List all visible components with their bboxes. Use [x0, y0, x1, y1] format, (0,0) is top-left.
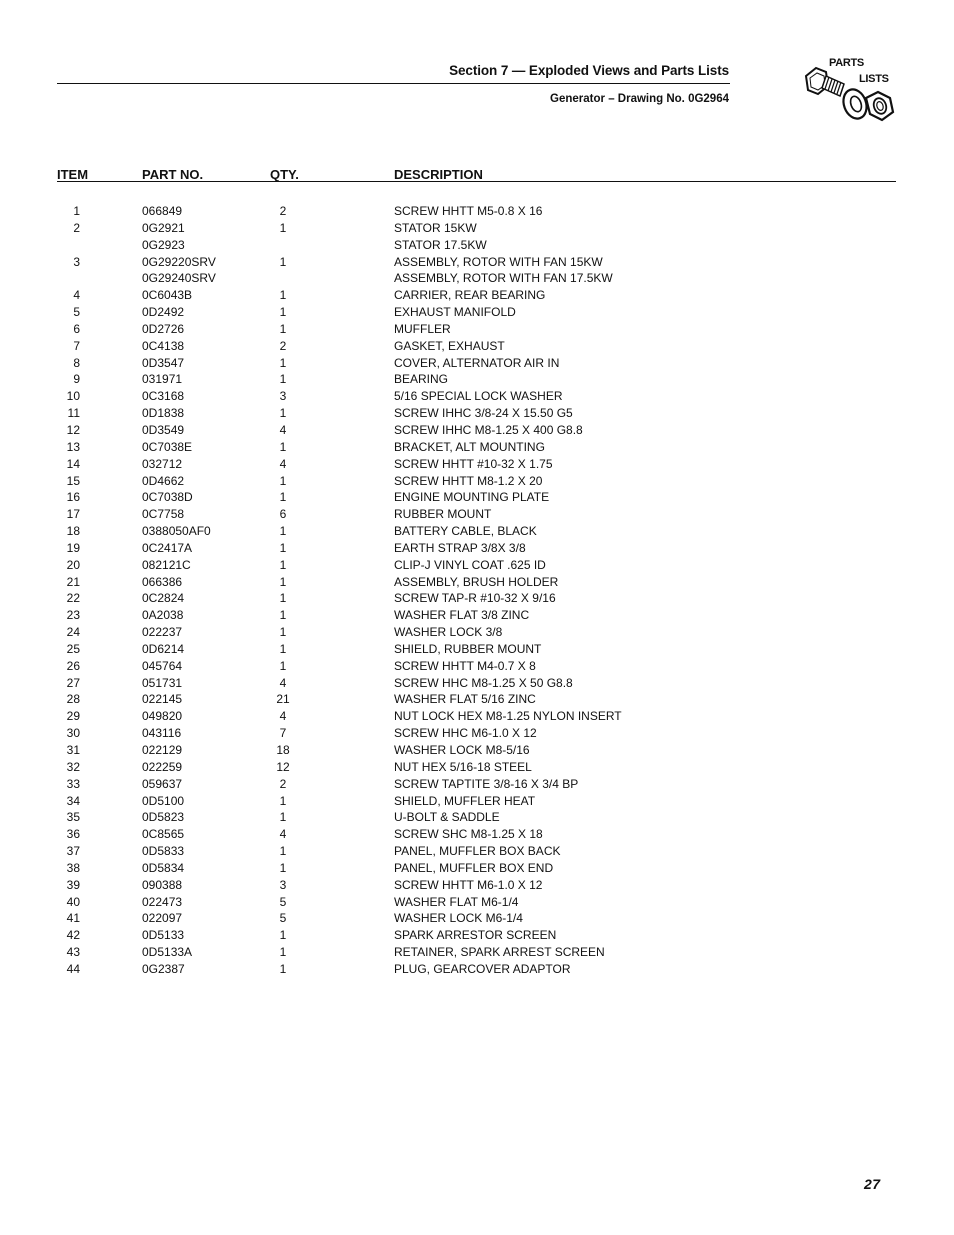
part-number: 0C7758: [142, 507, 185, 522]
header-divider: [57, 83, 730, 84]
description: ASSEMBLY, ROTOR WITH FAN 15KW: [394, 254, 603, 269]
description: SHIELD, RUBBER MOUNT: [394, 641, 542, 656]
description: CLIP-J VINYL COAT .625 ID: [394, 557, 546, 572]
quantity: 1: [279, 844, 287, 859]
table-row: [0, 961, 954, 978]
description: BATTERY CABLE, BLACK: [394, 524, 537, 539]
part-number: 0D5133: [142, 928, 185, 943]
quantity: 1: [279, 540, 287, 555]
description: PLUG, GEARCOVER ADAPTOR: [394, 961, 571, 976]
table-row: [0, 826, 954, 843]
part-number: 0D5100: [142, 793, 185, 808]
description: WASHER LOCK M8-5/16: [394, 743, 530, 757]
quantity: 4: [279, 827, 287, 842]
quantity: 21: [276, 692, 290, 707]
description: NUT HEX 5/16-18 STEEL: [394, 759, 532, 774]
table-row: [0, 607, 954, 624]
section-title: Section 7 — Exploded Views and Parts Lists: [449, 63, 729, 78]
part-number: 032712: [142, 456, 183, 471]
table-row: [0, 304, 954, 321]
description: ENGINE MOUNTING PLATE: [394, 490, 550, 505]
description: BRACKET, ALT MOUNTING: [394, 439, 545, 454]
quantity: 1: [279, 591, 287, 606]
column-header-item: ITEM: [57, 167, 89, 182]
quantity: 4: [279, 709, 287, 724]
part-number: 0D5133A: [142, 945, 193, 960]
quantity: 7: [279, 726, 287, 741]
quantity: 1: [279, 355, 287, 370]
table-row: [0, 641, 954, 658]
item-number: 10: [66, 389, 80, 404]
table-row: [0, 809, 954, 826]
quantity: 1: [279, 793, 287, 808]
table-row: [0, 910, 954, 927]
table-row: [0, 894, 954, 911]
table-body: [0, 203, 954, 978]
table-row: [0, 708, 954, 725]
column-header-part-no: PART NO.: [142, 167, 204, 182]
item-number: 30: [66, 726, 80, 741]
part-number: 0D5834: [142, 860, 185, 875]
item-number: 37: [66, 844, 80, 859]
part-number: 090388: [142, 877, 183, 892]
part-number: 0G2923: [142, 237, 185, 252]
item-number: 18: [66, 524, 80, 539]
description: BEARING: [394, 372, 449, 387]
part-number: 0388050AF0: [142, 524, 211, 539]
description: SPARK ARRESTOR SCREEN: [394, 928, 557, 943]
description: ASSEMBLY, ROTOR WITH FAN 17.5KW: [394, 271, 613, 286]
table-row: [0, 506, 954, 523]
item-number: 1: [73, 204, 80, 218]
quantity: 3: [279, 877, 287, 892]
description: WASHER FLAT 3/8 ZINC: [394, 608, 530, 623]
quantity: 1: [279, 608, 287, 623]
table-row: [0, 237, 954, 254]
item-number: 5: [73, 305, 80, 320]
table-row: [0, 725, 954, 742]
part-number: 0C6043B: [142, 288, 193, 303]
table-row: [0, 742, 954, 759]
part-number: 0C7038D: [142, 490, 193, 505]
item-number: 44: [66, 961, 80, 976]
quantity: 1: [279, 810, 287, 825]
description: SCREW SHC M8-1.25 X 18: [394, 827, 543, 842]
quantity: 2: [279, 204, 287, 218]
part-number: 0D6214: [142, 641, 185, 656]
quantity: 18: [276, 743, 290, 757]
quantity: 4: [279, 456, 287, 471]
description: SHIELD, MUFFLER HEAT: [394, 793, 536, 808]
quantity: 1: [279, 860, 287, 875]
part-number: 0C2824: [142, 591, 185, 606]
part-number: 0D2726: [142, 321, 185, 336]
quantity: 1: [279, 473, 287, 488]
logo-label-lists: LISTS: [859, 73, 889, 85]
description: EXHAUST MANIFOLD: [394, 305, 516, 320]
description: PANEL, MUFFLER BOX BACK: [394, 844, 561, 859]
part-number: 0A2038: [142, 608, 184, 623]
item-number: 41: [66, 911, 80, 926]
table-row: [0, 877, 954, 894]
quantity: 12: [276, 759, 290, 774]
drawing-subtitle: Generator – Drawing No. 0G2964: [550, 93, 729, 105]
description: WASHER FLAT 5/16 ZINC: [394, 692, 536, 707]
quantity: 1: [279, 625, 287, 640]
table-row: [0, 456, 954, 473]
item-number: 12: [66, 422, 80, 437]
item-number: 40: [66, 894, 80, 909]
table-row: [0, 489, 954, 506]
quantity: 1: [279, 321, 287, 336]
column-header-description: DESCRIPTION: [394, 167, 483, 182]
quantity: 1: [279, 928, 287, 943]
item-number: 31: [66, 743, 80, 757]
description: PANEL, MUFFLER BOX END: [394, 860, 554, 875]
item-number: 32: [66, 759, 80, 774]
item-number: 29: [66, 709, 80, 724]
part-number: 022145: [142, 692, 183, 707]
table-row: [0, 574, 954, 591]
quantity: 1: [279, 220, 287, 235]
description: SCREW HHTT M4-0.7 X 8: [394, 658, 536, 673]
description: RUBBER MOUNT: [394, 507, 492, 522]
description: SCREW TAPTITE 3/8-16 X 3/4 BP: [394, 776, 579, 791]
quantity: 6: [279, 507, 287, 522]
table-row: [0, 523, 954, 540]
quantity: 1: [279, 439, 287, 454]
table-row: [0, 203, 954, 220]
quantity: 1: [279, 641, 287, 656]
item-number: 36: [66, 827, 80, 842]
item-number: 35: [66, 810, 80, 825]
item-number: 38: [66, 860, 80, 875]
item-number: 43: [66, 945, 80, 960]
part-number: 0G29220SRV: [142, 254, 216, 269]
description: RETAINER, SPARK ARREST SCREEN: [394, 945, 605, 960]
item-number: 25: [66, 641, 80, 656]
table-row: [0, 691, 954, 708]
table-header-divider: [57, 181, 896, 182]
description: GASKET, EXHAUST: [394, 338, 505, 353]
logo-label-parts: PARTS: [829, 57, 864, 69]
description: SCREW HHC M6-1.0 X 12: [394, 726, 537, 741]
item-number: 3: [73, 254, 80, 269]
item-number: 34: [66, 793, 80, 808]
table-row: [0, 422, 954, 439]
item-number: 21: [66, 574, 80, 589]
description: WASHER LOCK 3/8: [394, 625, 503, 640]
part-number: 022237: [142, 625, 183, 640]
description: SCREW HHTT M5-0.8 X 16: [394, 204, 543, 218]
part-number: 0C2417A: [142, 540, 193, 555]
part-number: 066849: [142, 204, 183, 218]
item-number: 9: [73, 372, 80, 387]
part-number: 045764: [142, 658, 183, 673]
table-row: [0, 338, 954, 355]
item-number: 8: [73, 355, 80, 370]
description: STATOR 15KW: [394, 220, 477, 235]
part-number: 022259: [142, 759, 183, 774]
part-number: 051731: [142, 675, 183, 690]
item-number: 28: [66, 692, 80, 707]
part-number: 0G2921: [142, 220, 185, 235]
description: COVER, ALTERNATOR AIR IN: [394, 355, 560, 370]
description: SCREW TAP-R #10-32 X 9/16: [394, 591, 556, 606]
table-row: [0, 287, 954, 304]
part-number: 0G2387: [142, 961, 185, 976]
item-number: 7: [73, 338, 80, 353]
quantity: 1: [279, 557, 287, 572]
item-number: 11: [67, 406, 80, 421]
description: STATOR 17.5KW: [394, 237, 487, 252]
description: U-BOLT & SADDLE: [394, 810, 500, 825]
table-row: [0, 860, 954, 877]
quantity: 1: [279, 574, 287, 589]
description: 5/16 SPECIAL LOCK WASHER: [394, 389, 563, 404]
table-row: [0, 371, 954, 388]
table-row: [0, 540, 954, 557]
part-number: 0D5823: [142, 810, 185, 825]
part-number: 043116: [142, 726, 182, 741]
part-number: 022473: [142, 894, 183, 909]
description: SCREW HHC M8-1.25 X 50 G8.8: [394, 675, 573, 690]
table-row: [0, 624, 954, 641]
item-number: 16: [66, 490, 80, 505]
column-header-qty: QTY.: [270, 167, 299, 182]
item-number: 2: [73, 220, 80, 235]
item-number: 26: [66, 658, 80, 673]
part-number: 0C7038E: [142, 439, 193, 454]
item-number: 13: [66, 439, 80, 454]
table-row: [0, 793, 954, 810]
item-number: 20: [66, 557, 80, 572]
quantity: 1: [279, 254, 287, 269]
item-number: 19: [66, 540, 80, 555]
quantity: 5: [279, 894, 287, 909]
item-number: 33: [66, 776, 80, 791]
item-number: 42: [66, 928, 80, 943]
quantity: 1: [279, 961, 287, 976]
part-number: 0C8565: [142, 827, 185, 842]
page-number: 27: [864, 1176, 881, 1192]
quantity: 1: [279, 372, 287, 387]
part-number: 0D3547: [142, 355, 185, 370]
table-row: [0, 388, 954, 405]
part-number: 022129: [142, 743, 183, 757]
description: SCREW HHTT #10-32 X 1.75: [394, 456, 553, 471]
part-number: 0D4662: [142, 473, 185, 488]
item-number: 22: [66, 591, 80, 606]
table-row: [0, 843, 954, 860]
quantity: 4: [279, 422, 287, 437]
part-number: 049820: [142, 709, 183, 724]
table-row: [0, 927, 954, 944]
table-row: [0, 675, 954, 692]
item-number: 23: [66, 608, 80, 623]
table-row: [0, 439, 954, 456]
description: EARTH STRAP 3/8X 3/8: [394, 540, 526, 555]
quantity: 2: [279, 776, 287, 791]
item-number: 27: [66, 675, 80, 690]
table-row: [0, 220, 954, 237]
quantity: 1: [279, 658, 287, 673]
description: CARRIER, REAR BEARING: [394, 288, 546, 303]
quantity: 1: [279, 524, 287, 539]
part-number: 0D2492: [142, 305, 185, 320]
part-number: 0C4138: [142, 338, 185, 353]
item-number: 24: [66, 625, 80, 640]
table-row: [0, 405, 954, 422]
description: SCREW IHHC 3/8-24 X 15.50 G5: [394, 406, 573, 421]
part-number: 0D5833: [142, 844, 185, 859]
table-row: [0, 321, 954, 338]
quantity: 1: [279, 490, 287, 505]
part-number: 066386: [142, 574, 183, 589]
table-row: [0, 658, 954, 675]
description: NUT LOCK HEX M8-1.25 NYLON INSERT: [394, 709, 622, 724]
part-number: 0G29240SRV: [142, 271, 216, 286]
item-number: 14: [66, 456, 80, 471]
quantity: 3: [279, 389, 287, 404]
quantity: 1: [279, 945, 287, 960]
table-row: [0, 759, 954, 776]
quantity: 1: [279, 288, 287, 303]
table-row: [0, 590, 954, 607]
description: MUFFLER: [394, 321, 451, 336]
quantity: 2: [279, 338, 287, 353]
table-row: [0, 557, 954, 574]
quantity: 1: [279, 406, 287, 421]
table-row: [0, 270, 954, 287]
table-row: [0, 944, 954, 961]
part-number: 022097: [142, 911, 183, 926]
description: ASSEMBLY, BRUSH HOLDER: [394, 574, 559, 589]
table-row: [0, 355, 954, 372]
part-number: 082121C: [142, 557, 191, 572]
item-number: 17: [66, 507, 80, 522]
description: WASHER LOCK M6-1/4: [394, 911, 523, 926]
item-number: 39: [66, 877, 80, 892]
table-row: [0, 473, 954, 490]
part-number: 0C3168: [142, 389, 185, 404]
item-number: 6: [73, 321, 80, 336]
part-number: 0D3549: [142, 422, 185, 437]
description: SCREW IHHC M8-1.25 X 400 G8.8: [394, 422, 583, 437]
table-row: [0, 776, 954, 793]
item-number: 4: [73, 288, 80, 303]
table-row: [0, 254, 954, 271]
part-number: 031971: [142, 372, 183, 387]
quantity: 5: [279, 911, 287, 926]
quantity: 1: [279, 305, 287, 320]
description: SCREW HHTT M6-1.0 X 12: [394, 877, 543, 892]
part-number: 0D1838: [142, 406, 185, 421]
quantity: 4: [279, 675, 287, 690]
item-number: 15: [66, 473, 80, 488]
part-number: 059637: [142, 776, 183, 791]
description: WASHER FLAT M6-1/4: [394, 894, 519, 909]
description: SCREW HHTT M8-1.2 X 20: [394, 473, 543, 488]
